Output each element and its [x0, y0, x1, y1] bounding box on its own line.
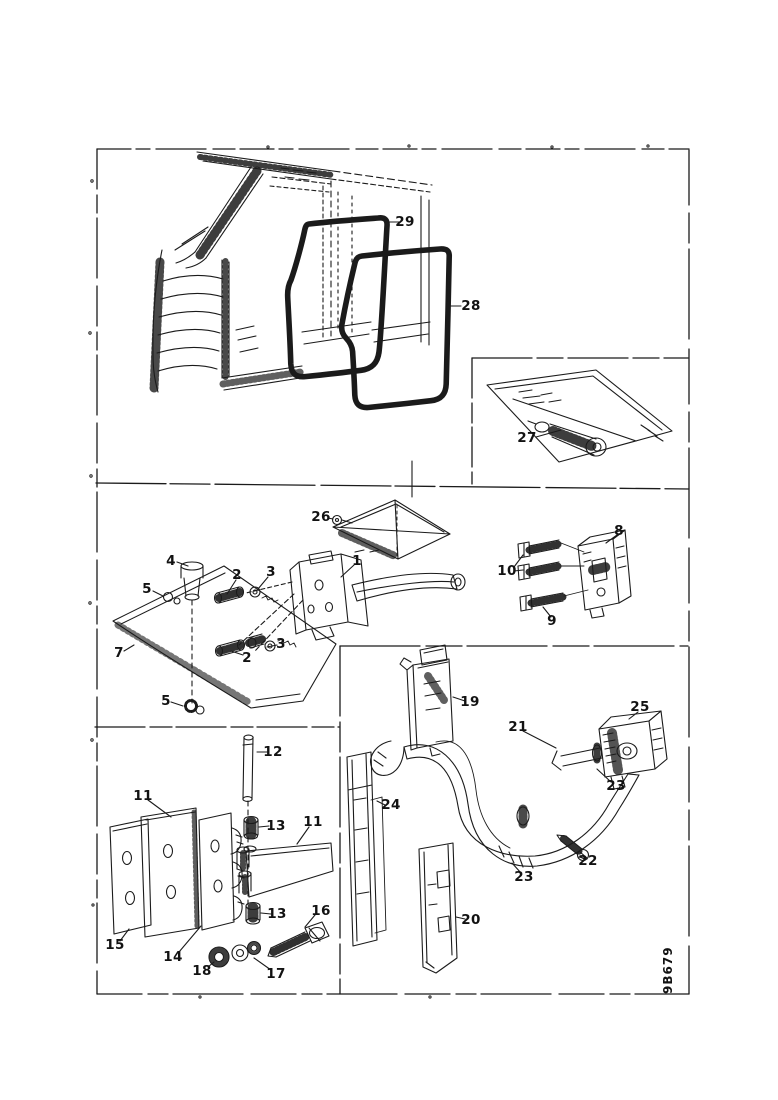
part-label-3: 3	[276, 636, 286, 652]
part-label-12: 12	[263, 744, 283, 760]
part-label-9: 9	[547, 613, 557, 629]
part-label-1: 1	[352, 553, 362, 569]
part-label-5: 5	[161, 693, 171, 709]
part-label-11: 11	[133, 788, 153, 804]
part-label-20: 20	[461, 912, 481, 928]
part-label-16: 16	[311, 903, 331, 919]
striker-and-bolts-art	[518, 530, 631, 618]
part-label-3: 3	[266, 564, 276, 580]
part-label-5: 5	[142, 581, 152, 597]
part-label-11: 11	[303, 814, 323, 830]
part-label-7: 7	[114, 645, 124, 661]
part-label-29: 29	[395, 214, 415, 230]
part-label-13: 13	[266, 818, 286, 834]
part-label-24: 24	[381, 797, 401, 813]
part-label-23: 23	[606, 778, 626, 794]
drawing-number: 9B679	[661, 946, 675, 994]
part-28-door-seal-art	[342, 249, 450, 408]
part-label-2: 2	[242, 650, 252, 666]
part-label-18: 18	[192, 963, 212, 979]
door-hinge-parts-art	[110, 735, 333, 967]
part-label-17: 17	[266, 966, 286, 982]
part-label-26: 26	[311, 509, 331, 525]
part-29-door-seal-art	[288, 218, 387, 377]
part-label-13: 13	[267, 906, 287, 922]
part-label-10: 10	[497, 563, 517, 579]
part-label-23: 23	[514, 869, 534, 885]
part-label-25: 25	[630, 699, 650, 715]
part-label-14: 14	[163, 949, 183, 965]
part-label-21: 21	[508, 719, 528, 735]
part-label-27: 27	[517, 430, 537, 446]
part-label-22: 22	[578, 853, 598, 869]
part-label-4: 4	[166, 553, 176, 569]
part-label-15: 15	[105, 937, 125, 953]
part-label-28: 28	[461, 298, 481, 314]
part-label-2: 2	[232, 567, 242, 583]
part-label-19: 19	[460, 694, 480, 710]
part-label-8: 8	[614, 523, 624, 539]
hinge-assembly-art	[113, 461, 465, 714]
part-27-cover-panel-art	[487, 370, 672, 462]
scan-noise	[89, 145, 649, 998]
